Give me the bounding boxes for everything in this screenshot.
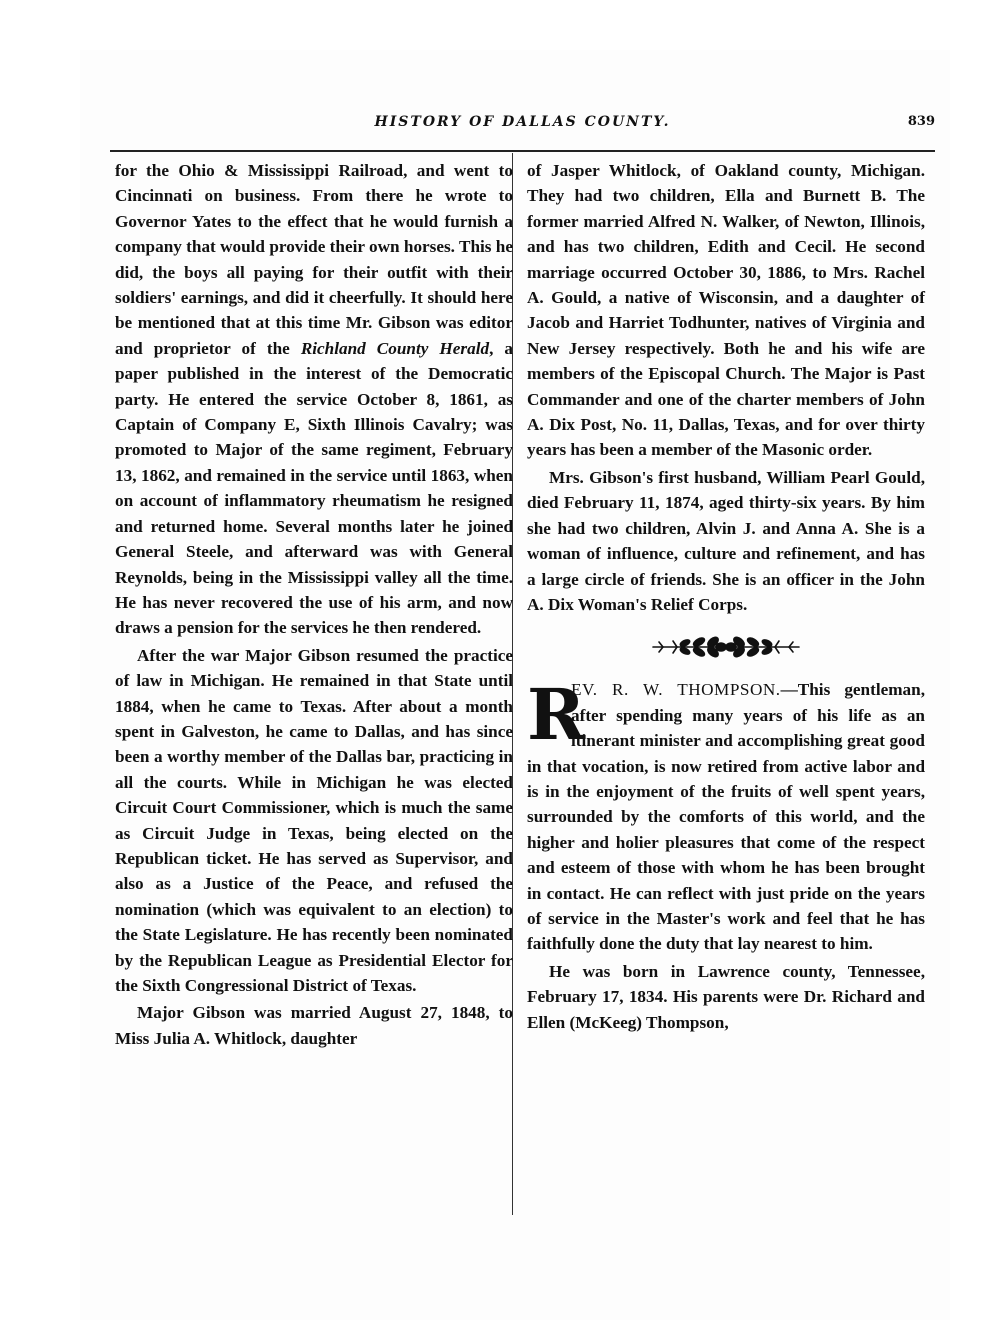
floral-vine-ornament-icon xyxy=(527,617,925,677)
newspaper-title: Richland County Herald xyxy=(300,338,490,358)
paragraph: of Jasper Whitlock, of Oakland county, Michigan. They had two children, Ella and Burnett B. The former married Alfred N. Walker, of Newton, Illinois, and has two children, Edith and Cecil. He second marriage occurred October 30, 1886, to Mrs. Rachel A. Gould, a native of Wisconsin, and a daughter of Jacob and Harriet Todhunter, natives of Virginia and New Jersey respectively. Both he and his wife are members of the Episcopal Church. The Major is Past Commander and one of the charter members of John A. Dix Post, No. 11, Dallas, Texas, and for over thirty years has been a member of the Masonic order. xyxy=(527,161,925,460)
left-column xyxy=(115,158,513,1051)
running-title: HISTORY OF DALLAS COUNTY. xyxy=(374,114,671,130)
paragraph xyxy=(115,158,513,641)
paragraph: After the war Major Gibson resumed the practice of law in Michigan. He remained in that State until 1884, when he came to Texas. After about a month spent in Galveston, he came to Dallas, and has since been a worthy member of the Dallas bar, practicing in all the courts. While in Michigan he was elected Circuit Court Commissioner, which is much the same as Circuit Judge in Texas, being elected on the Republican ticket. He has served as Supervisor, and also as a Justice of the Peace, and refused the nomination (which was equivalent to an election) to the State Legislature. He has recently been nominated by the Republican League as Presidential Elector for the Sixth Congressional District of Texas. xyxy=(115,645,513,995)
text-run: for the Ohio & Mississippi Railroad, and went to Cincinnati on business. From there he wrote to Governor Yates to the effect that he would furnish a company that would provide their own horses. This he did, the boys all paying for their outfit with their soldiers' earnings, and did it cheerfully. It should here be mentioned that at this time Mr. Gibson was editor and proprietor of the xyxy=(115,161,513,358)
floral-vine-ornament-icon xyxy=(651,636,801,658)
right-column xyxy=(527,158,925,1035)
paragraph: Mrs. Gibson's first husband, William Pearl Gould, died February 11, 1874, aged thirty-six years. By him she had two children, Alvin J. and Anna A. She is a woman of influence, culture and refinement, and has a large circle of friends. She is an officer in the John A. Dix Woman's Relief Corps. xyxy=(527,467,925,614)
section-opening-paragraph xyxy=(527,673,925,956)
text-run: —This gentleman, after spending many years of his life as an itinerant minister and accomplishing great good in that vocation, is now retired from active labor and is in the enjoyment of the fruits of well spent years, surrounded by the comforts of this world, and the higher and holier pleasures that come of the respect and esteem of those with whom he has been brought in contact. He can reflect with just pride on the years of service in the Master's work and feel that he has faithfully done the duty that lay nearest to him. xyxy=(527,680,925,954)
paragraph: He was born in Lawrence county, Tennessee, February 17, 1834. His parents were Dr. Richard and Ellen (McKeeg) Thompson, xyxy=(527,961,925,1032)
text-run: , a paper published in the interest of the Democratic party. He entered the service October 8, 1861, as Captain of Company E, Sixth Illinois Cavalry; was promoted to Major of the same regiment, February 13, 1862, and remained in the service until 1863, when on account of inflammatory rheumatism he resigned and returned home. Several months later he joined General Steele, and afterward was with General Reynolds, being in the Mississippi valley all the time. He has never recovered the use of his arm, and now draws a pension for the services he then rendered. xyxy=(115,338,514,638)
ornate-drop-cap xyxy=(527,673,586,757)
paragraph: Major Gibson was married August 27, 1848, to Miss Julia A. Whitlock, daughter xyxy=(115,1003,513,1048)
header-rule xyxy=(110,150,935,152)
section-heading: EV. R. W. THOMPSON. xyxy=(571,680,781,700)
drop-cap-letter: R xyxy=(527,673,586,757)
page-number: 839 xyxy=(907,114,935,129)
running-header xyxy=(110,114,935,138)
